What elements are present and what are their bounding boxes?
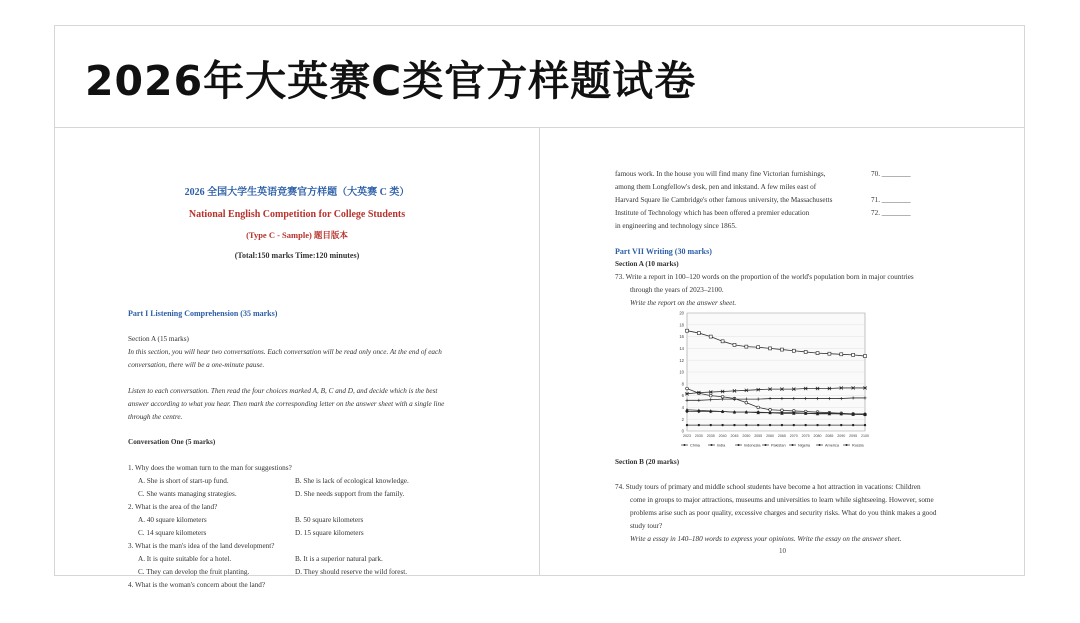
exam-title-en: National English Competition for College Students <box>188 209 406 220</box>
x-tick-label: 2100 <box>861 434 869 438</box>
question-4: 4. What is the woman's concern about the land? <box>128 581 266 589</box>
population-line-chart <box>671 309 871 456</box>
question-3: 3. What is the man's idea of the land development? <box>128 542 275 550</box>
x-tick-label: 2095 <box>849 434 858 438</box>
passage-line-1: famous work. In the house you will find many fine Victorian furnishings, <box>615 170 826 178</box>
y-tick-label: 10 <box>679 369 684 375</box>
q1-option-b: B. She is lack of ecological knowledge. <box>295 477 409 485</box>
x-tick-label: 2060 <box>766 434 775 438</box>
instruction-line-3: through the centre. <box>128 413 183 421</box>
intro-line-1: In this section, you will hear two conversations. Each conversation will be read only once. At the end of each <box>128 348 442 356</box>
data-point <box>840 424 842 426</box>
y-tick-label: 12 <box>679 357 684 363</box>
data-point <box>828 352 831 355</box>
data-point <box>709 335 712 338</box>
q74-line-5: Write a essay in 140–180 words to express your opinions. Write the essay on the answer sheet. <box>630 535 902 543</box>
section-a-heading: Section A (15 marks) <box>128 335 189 343</box>
q73-line-2: through the years of 2023–2100. <box>630 286 724 294</box>
exam-subtitle: (Type C - Sample) 题目版本 <box>246 230 348 240</box>
legend-label: Russia <box>852 443 864 448</box>
x-tick-label: 2040 <box>718 434 727 438</box>
y-tick-label: 16 <box>679 334 684 340</box>
q73-line-1: 73. Write a report in 100–120 words on the proportion of the world's population born in major countries <box>615 273 914 281</box>
x-tick-label: 2055 <box>754 434 763 438</box>
question-2: 2. What is the area of the land? <box>128 503 218 511</box>
y-tick-label: 20 <box>679 310 684 316</box>
legend-marker <box>765 444 767 446</box>
q3-option-c: C. They can develop the fruit planting. <box>138 568 250 576</box>
q2-option-c: C. 14 square kilometers <box>138 529 207 537</box>
q1-option-c: C. She wants managing strategies. <box>138 490 237 498</box>
blank-71: 71. ________ <box>871 196 911 204</box>
legend-marker <box>846 444 848 446</box>
data-point <box>804 350 807 353</box>
instruction-line-2: answer according to what you hear. Then mark the corresponding letter on the answer sheet with a single line <box>128 400 445 408</box>
y-tick-label: 2 <box>681 416 684 422</box>
data-point <box>733 424 735 426</box>
y-tick-label: 4 <box>681 405 684 410</box>
data-point <box>792 349 795 352</box>
passage-line-4: Institute of Technology which has been offered a premier education <box>615 209 810 217</box>
q74-line-4: study tour? <box>630 522 663 530</box>
data-point <box>745 424 747 426</box>
x-tick-label: 2023 <box>683 434 691 438</box>
section-a-heading-right: Section A (10 marks) <box>615 260 679 268</box>
q2-option-d: D. 15 square kilometers <box>295 529 364 537</box>
data-point <box>769 408 772 411</box>
x-tick-label: 2090 <box>837 434 846 438</box>
q74-line-3: problems arise such as poor quality, excessive charges and security risks. What do you think makes a good <box>630 509 937 517</box>
data-point <box>780 348 783 351</box>
blank-70: 70. ________ <box>871 170 911 178</box>
x-tick-label: 2050 <box>742 434 751 438</box>
legend-label: Pakistan <box>771 443 786 448</box>
data-point <box>686 387 689 390</box>
data-point <box>769 347 772 350</box>
data-point <box>816 352 819 355</box>
legend-marker <box>711 444 713 446</box>
passage-line-3: Harvard Square lie Cambridge's other famous university, the Massachusetts <box>615 196 833 204</box>
data-point <box>757 406 760 409</box>
legend-label: Indonesia <box>744 443 761 448</box>
x-tick-label: 2075 <box>801 434 810 438</box>
legend-label: Nigeria <box>798 443 811 448</box>
data-point <box>721 424 723 426</box>
q1-option-d: D. She needs support from the family. <box>295 490 405 498</box>
legend-label: America <box>825 443 839 448</box>
instruction-line-1: Listen to each conversation. Then read the four choices marked A, B, C and D, and decide which is the best <box>128 387 438 395</box>
q3-option-b: B. It is a superior natural park. <box>295 555 383 563</box>
data-point <box>733 343 736 346</box>
x-tick-label: 2070 <box>789 434 798 438</box>
legend-marker <box>792 444 794 446</box>
x-tick-label: 2080 <box>813 434 822 438</box>
data-point <box>781 424 783 426</box>
x-tick-label: 2035 <box>706 434 715 438</box>
data-point <box>828 424 830 426</box>
y-tick-label: 8 <box>681 381 684 387</box>
data-point <box>852 353 855 356</box>
x-tick-label: 2085 <box>825 434 834 438</box>
right-exam-page <box>541 128 1024 575</box>
data-point <box>757 424 759 426</box>
data-point <box>816 424 818 426</box>
y-tick-label: 0 <box>681 428 684 434</box>
y-tick-label: 6 <box>681 393 684 399</box>
data-point <box>745 401 748 404</box>
legend-marker <box>684 444 686 446</box>
left-exam-page <box>55 128 540 589</box>
passage-line-5: in engineering and technology since 1865. <box>615 222 737 230</box>
data-point <box>709 394 712 397</box>
part-heading: Part I Listening Comprehension (35 marks) <box>128 309 278 318</box>
legend-marker <box>819 444 821 446</box>
q73-line-3: Write the report on the answer sheet. <box>630 299 737 307</box>
y-tick-label: 14 <box>679 346 684 351</box>
data-point <box>840 353 843 356</box>
intro-line-2: conversation, there will be a one-minute pause. <box>128 361 265 369</box>
data-point <box>686 329 689 332</box>
section-b-heading: Section B (20 marks) <box>615 458 680 466</box>
y-tick-label: 18 <box>679 322 684 328</box>
q2-option-a: A. 40 square kilometers <box>138 516 207 524</box>
legend-label: China <box>690 443 700 448</box>
legend-marker <box>738 444 740 446</box>
legend-label: India <box>717 443 726 448</box>
title-bar <box>55 26 1024 128</box>
exam-title-cn: 2026 全国大学生英语竞赛官方样题（大英赛 C 类） <box>184 187 410 198</box>
x-tick-label: 2065 <box>777 434 786 438</box>
q3-option-d: D. They should reserve the wild forest. <box>295 568 408 576</box>
q3-option-a: A. It is quite suitable for a hotel. <box>138 555 232 563</box>
data-point <box>697 332 700 335</box>
question-1: 1. Why does the woman turn to the man for suggestions? <box>128 464 292 472</box>
part7-heading: Part VII Writing (30 marks) <box>615 247 712 256</box>
passage-line-2: among them Longfellow's desk, pen and inkstand. A few miles east of <box>615 183 817 191</box>
data-point <box>710 424 712 426</box>
x-tick-label: 2045 <box>730 434 739 438</box>
blank-72: 72. ________ <box>871 209 911 217</box>
page-number: 10 <box>779 547 786 555</box>
q74-line-2: come in groups to major attractions, museums and universities to learn while sightseeing. However, some <box>630 496 934 504</box>
conversation-heading: Conversation One (5 marks) <box>128 438 216 446</box>
page-title: 2026年大英赛C类官方样题试卷 <box>85 57 697 105</box>
data-point <box>769 424 771 426</box>
data-point <box>721 340 724 343</box>
data-point <box>745 345 748 348</box>
q74-line-1: 74. Study tours of primary and middle school students have become a hot attraction in vacations: Children <box>615 483 921 491</box>
sample-paper-card <box>54 25 1025 589</box>
data-point <box>864 355 867 358</box>
data-point <box>852 424 854 426</box>
data-point <box>698 424 700 426</box>
q2-option-b: B. 50 square kilometers <box>295 516 364 524</box>
x-tick-label: 2030 <box>694 434 703 438</box>
data-point <box>686 424 688 426</box>
exam-meta: (Total:150 marks Time:120 minutes) <box>234 251 360 260</box>
data-point <box>793 424 795 426</box>
data-point <box>864 424 866 426</box>
data-point <box>804 424 806 426</box>
data-point <box>757 346 760 349</box>
q1-option-a: A. She is short of start-up fund. <box>138 477 229 485</box>
